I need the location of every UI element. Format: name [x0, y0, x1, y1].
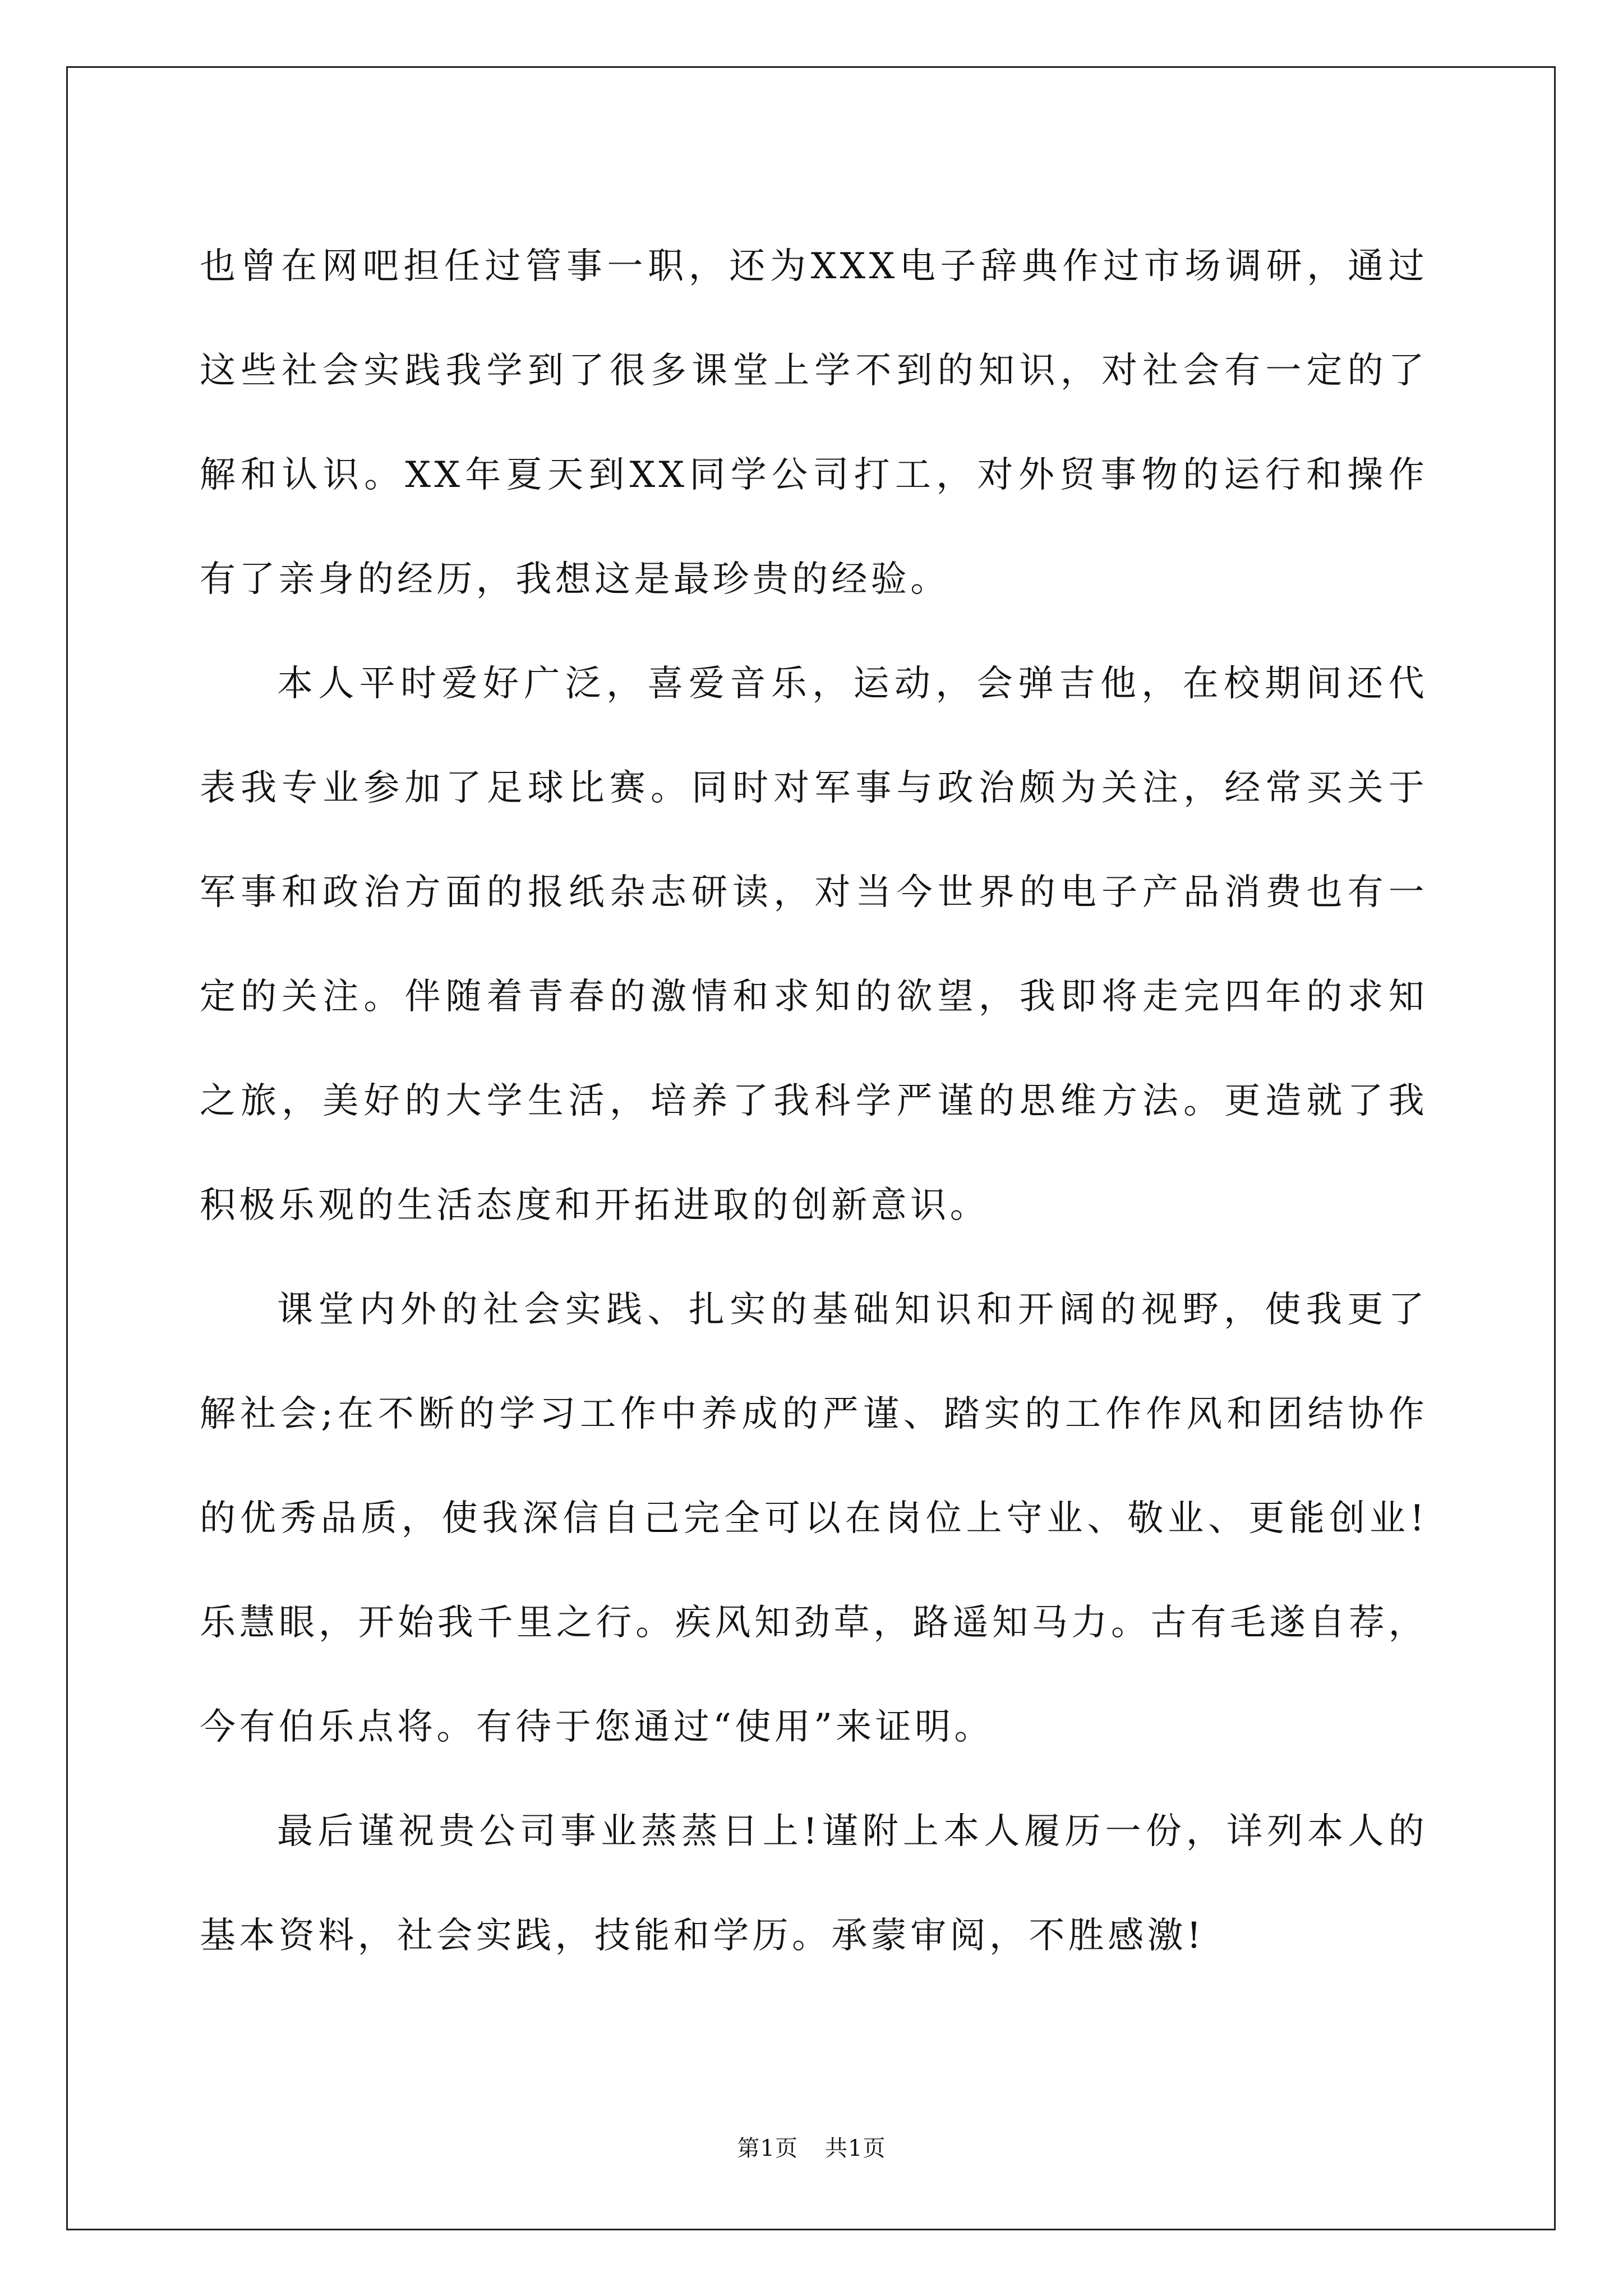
paragraph-first-line: 课堂内外的社会实践、扎实的基础知识和开阔的视野，使我更了 [277, 1289, 1428, 1331]
text-line: 军事和政治方面的报纸杂志研读，对当今世界的电子产品消费也有一 [200, 872, 1428, 913]
text-line: 基本资料，社会实践，技能和学历。承蒙审阅，不胜感激! [200, 1915, 1205, 1957]
text-line: 定的关注。伴随着青春的激情和求知的欲望，我即将走完四年的求知 [200, 976, 1428, 1018]
letter-body [200, 214, 1428, 1988]
page-footer [0, 2131, 1623, 2162]
text-line: 积极乐观的生活态度和开拓进取的创新意识。 [200, 1185, 989, 1226]
text-line: 有了亲身的经历，我想这是最珍贵的经验。 [200, 559, 950, 600]
text-line: 也曾在网吧担任过管事一职，还为XXX电子辞典作过市场调研，通过 [200, 246, 1428, 287]
page-total: 共1页 [825, 2136, 886, 2161]
text-line: 今有伯乐点将。有待于您通过“使用”来证明。 [200, 1706, 994, 1748]
text-line: 之旅，美好的大学生活，培养了我科学严谨的思维方法。更造就了我 [200, 1080, 1428, 1122]
page-number: 第1页 [737, 2136, 798, 2161]
text-line: 解和认识。XX年夏天到XX同学公司打工，对外贸事物的运行和操作 [200, 454, 1428, 496]
paragraph-first-line: 本人平时爱好广泛，喜爱音乐，运动，会弹吉他，在校期间还代 [277, 663, 1428, 705]
text-line: 这些社会实践我学到了很多课堂上学不到的知识，对社会有一定的了 [200, 350, 1428, 392]
text-line: 乐慧眼，开始我千里之行。疾风知劲草，路遥知马力。古有毛遂自荐， [200, 1602, 1428, 1644]
paragraph-first-line: 最后谨祝贵公司事业蒸蒸日上!谨附上本人履历一份，详列本人的 [277, 1811, 1428, 1852]
text-line: 解社会;在不断的学习工作中养成的严谨、踏实的工作作风和团结协作 [200, 1393, 1428, 1435]
text-line: 的优秀品质，使我深信自己完全可以在岗位上守业、敬业、更能创业! [200, 1498, 1428, 1539]
text-line: 表我专业参加了足球比赛。同时对军事与政治颇为关注，经常买关于 [200, 767, 1428, 809]
